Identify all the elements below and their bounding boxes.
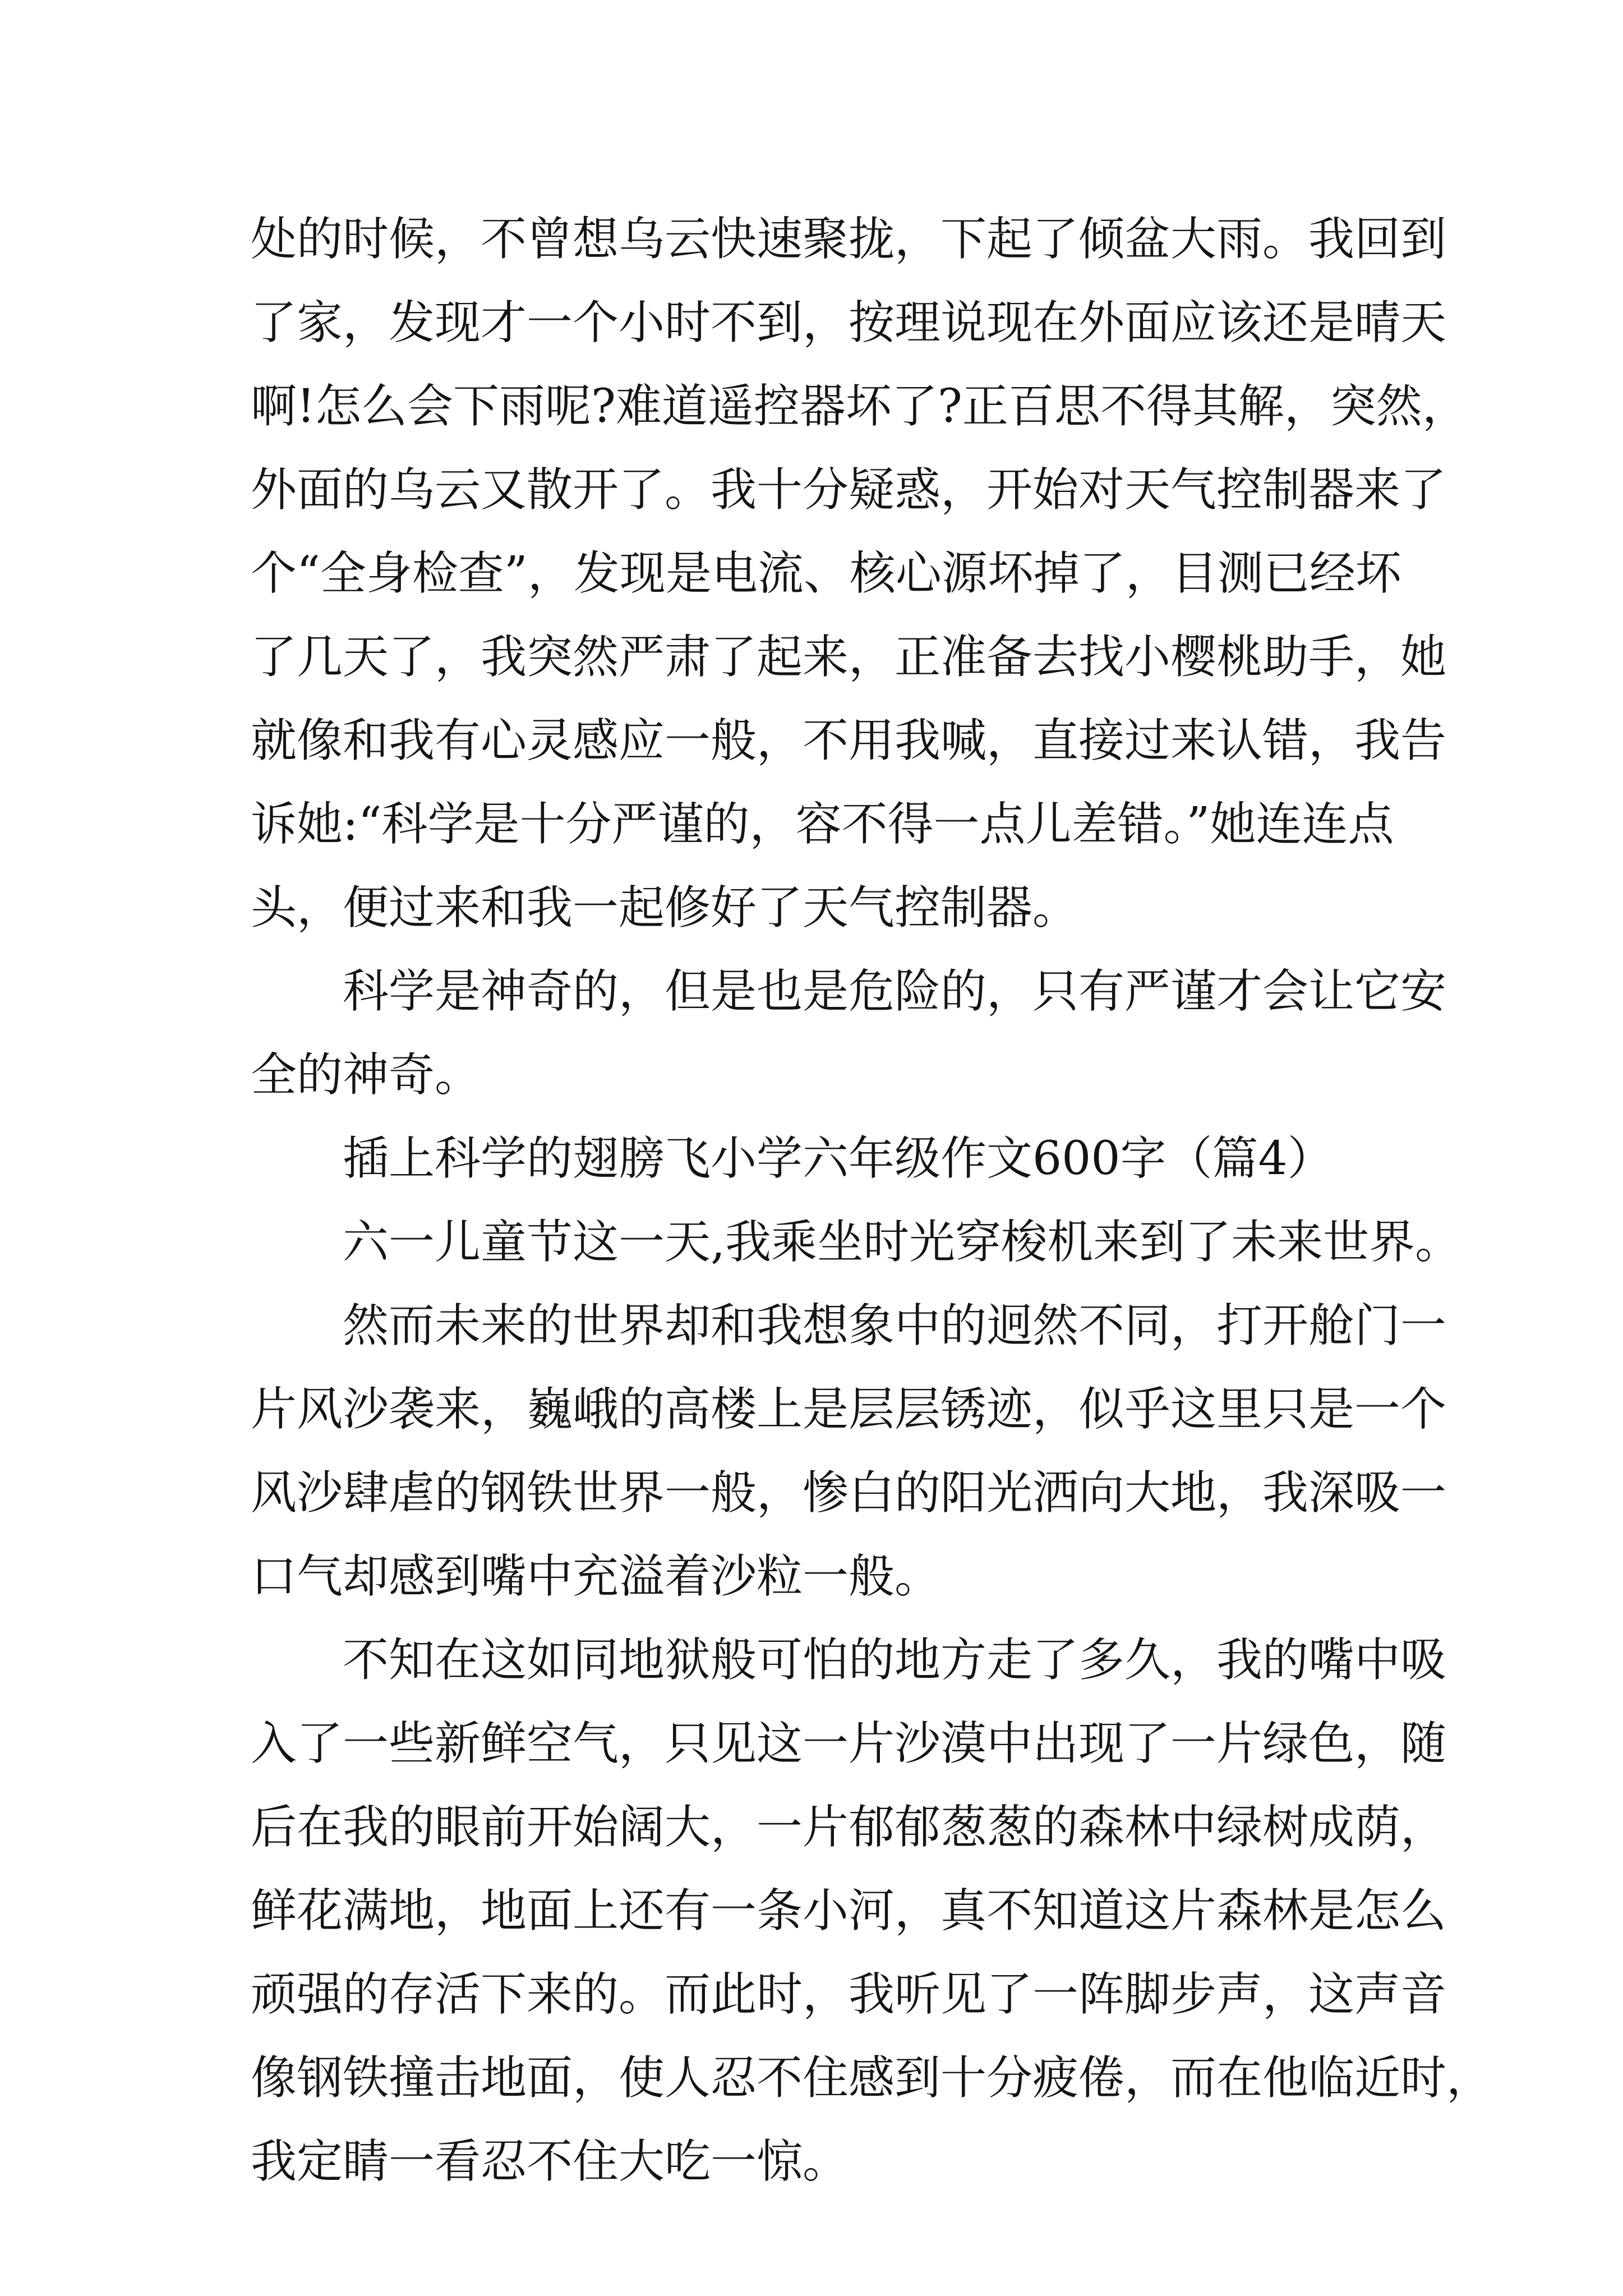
text-line: 风沙肆虐的钢铁世界一般，惨白的阳光洒向大地，我深吸一 bbox=[251, 1466, 1447, 1520]
text-line: 啊!怎么会下雨呢?难道遥控器坏了?正百思不得其解，突然， bbox=[251, 380, 1468, 433]
text-line: 顽强的存活下来的。而此时，我听见了一阵脚步声，这声音 bbox=[251, 1968, 1447, 2021]
document-body bbox=[251, 197, 1493, 2203]
paragraph-start-line: 然而未来的世界却和我想象中的迥然不同，打开舱门一 bbox=[343, 1299, 1447, 1352]
text-line: 诉她:“科学是十分严谨的，容不得一点儿差错。”她连连点 bbox=[251, 798, 1394, 851]
text-line: 口气却感到嘴中充溢着沙粒一般。 bbox=[251, 1550, 941, 1603]
paragraph-start-line: 不知在这如同地狱般可怕的地方走了多久，我的嘴中吸 bbox=[343, 1634, 1447, 1687]
text-line: 外面的乌云又散开了。我十分疑惑，开始对天气控制器来了 bbox=[251, 463, 1447, 517]
text-line: 全的神奇。 bbox=[251, 1048, 481, 1102]
text-line: 我定睛一看忍不住大吃一惊。 bbox=[251, 2135, 849, 2188]
text-line: 处的时候，不曾想乌云快速聚拢，下起了倾盆大雨。我回到 bbox=[251, 213, 1447, 266]
text-line: 片风沙袭来，巍峨的高楼上是层层锈迹，似乎这里只是一个 bbox=[251, 1383, 1447, 1436]
text-line: 像钢铁撞击地面，使人忍不住感到十分疲倦，而在他临近时， bbox=[251, 2051, 1493, 2105]
section-title: 插上科学的翅膀飞小学六年级作文600字（篇4） bbox=[343, 1132, 1334, 1185]
paragraph-start-line: 六一儿童节这一天,我乘坐时光穿梭机来到了未来世界。 bbox=[343, 1216, 1461, 1269]
text-line: 入了一些新鲜空气，只见这一片沙漠中出现了一片绿色，随 bbox=[251, 1717, 1447, 1770]
paragraph-start-line: 科学是神奇的，但是也是危险的，只有严谨才会让它安 bbox=[343, 965, 1447, 1018]
text-line: 鲜花满地，地面上还有一条小河，真不知道这片森林是怎么 bbox=[251, 1884, 1447, 1938]
text-line: 了家，发现才一个小时不到，按理说现在外面应该还是晴天 bbox=[251, 296, 1447, 349]
text-line: 头，便过来和我一起修好了天气控制器。 bbox=[251, 881, 1079, 935]
text-line: 就像和我有心灵感应一般，不用我喊，直接过来认错，我告 bbox=[251, 714, 1447, 767]
text-line: 个“全身检查”，发现是电流、核心源坏掉了，目测已经坏 bbox=[251, 547, 1401, 600]
text-line: 了几天了，我突然严肃了起来，正准备去找小樱桃助手，她 bbox=[251, 631, 1447, 684]
text-line: 后在我的眼前开始阔大，一片郁郁葱葱的森林中绿树成荫， bbox=[251, 1801, 1447, 1854]
